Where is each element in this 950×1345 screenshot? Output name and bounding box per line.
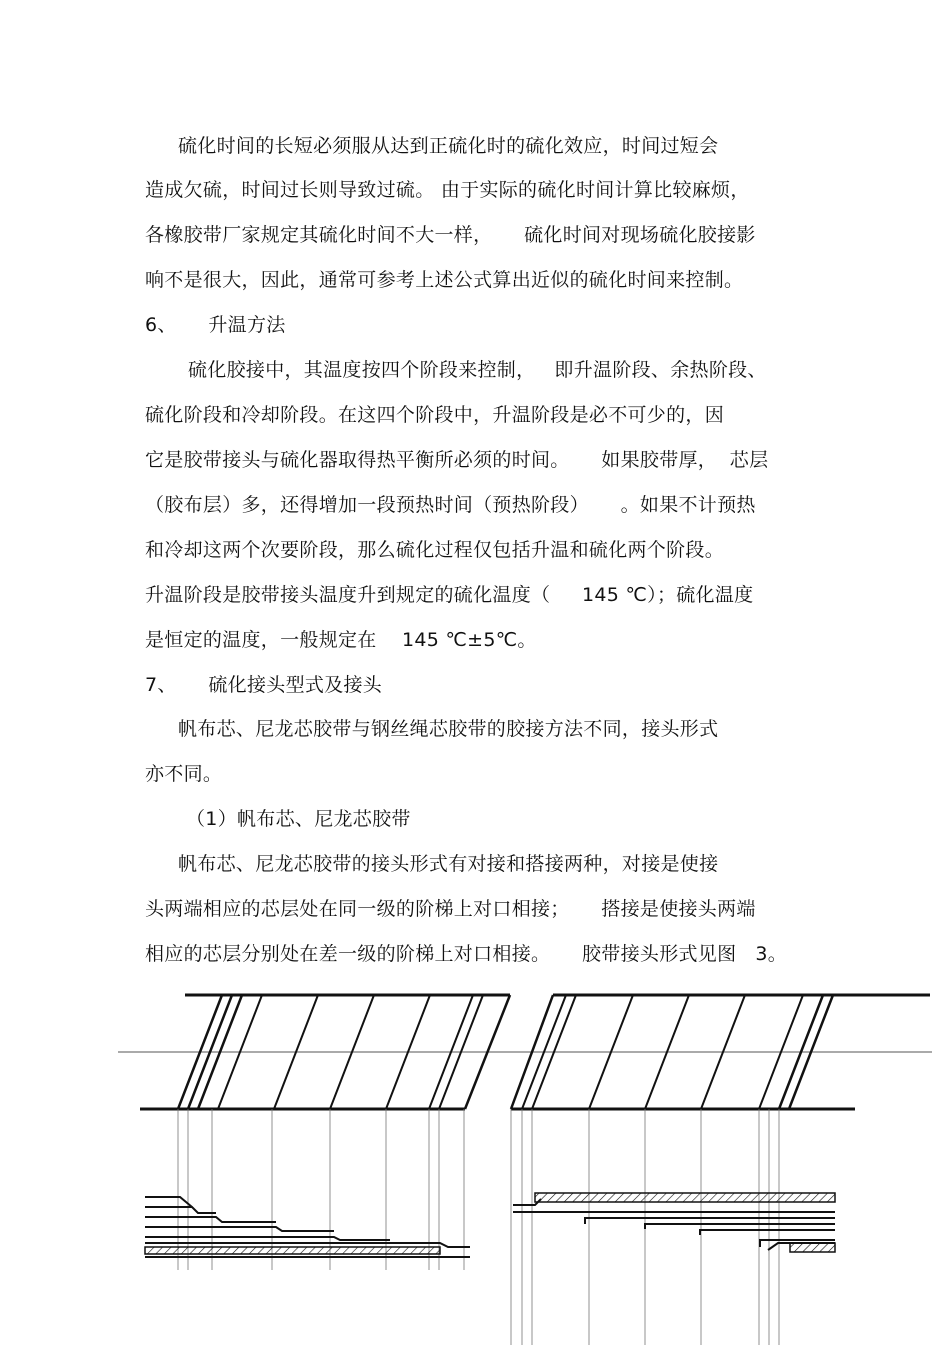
paragraph-line: 帆布芯、尼龙芯胶带的接头形式有对接和搭接两种，对接是使接 (178, 853, 719, 875)
paragraph-line: 头两端相应的芯层处在同一级的阶梯上对口相接； 搭接是使接头两端 (145, 898, 756, 920)
paragraph-line: 硫化胶接中，其温度按四个阶段来控制， 即升温阶段、余热阶段、 (188, 359, 767, 381)
paragraph-line: 帆布芯、尼龙芯胶带与钢丝绳芯胶带的胶接方法不同，接头形式 (178, 718, 719, 740)
paragraph-line: 造成欠硫，时间过长则导致过硫。 由于实际的硫化时间计算比较麻烦， (145, 179, 750, 201)
subsection-heading: （1）帆布芯、尼龙芯胶带 (186, 808, 411, 830)
paragraph-line: 和冷却这两个次要阶段，那么硫化过程仅包括升温和硫化两个阶段。 (145, 539, 725, 561)
paragraph-line: 是恒定的温度，一般规定在 145 ℃±5℃。 (145, 629, 537, 651)
paragraph-line: 相应的芯层分别处在差一级的阶梯上对口相接。 胶带接头形式见图 3。 (145, 943, 788, 965)
paragraph-line: 各橡胶带厂家规定其硫化时间不大一样， 硫化时间对现场硫化胶接影 (145, 224, 756, 246)
paragraph-line: 升温阶段是胶带接头温度升到规定的硫化温度（ 145 ℃）；硫化温度 (145, 584, 754, 606)
paragraph-line: （胶布层）多，还得增加一段预热时间（预热阶段） 。如果不计预热 (145, 494, 756, 516)
paragraph-line: 硫化阶段和冷却阶段。在这四个阶段中，升温阶段是必不可少的，因 (145, 404, 725, 426)
left-belt-section (145, 1197, 470, 1257)
belt-joint-figure (0, 985, 950, 1345)
right-belt-section (513, 1193, 835, 1252)
section-heading: 6、 升温方法 (145, 314, 286, 336)
paragraph-line: 它是胶带接头与硫化器取得热平衡所必须的时间。 如果胶带厚， 芯层 (145, 449, 769, 471)
paragraph-line: 亦不同。 (145, 763, 223, 785)
paragraph-line: 响不是很大，因此，通常可参考上述公式算出近似的硫化时间来控制。 (145, 269, 744, 291)
paragraph-line: 硫化时间的长短必须服从达到正硫化时的硫化效应，时间过短会 (178, 135, 719, 157)
section-heading: 7、 硫化接头型式及接头 (145, 674, 383, 696)
